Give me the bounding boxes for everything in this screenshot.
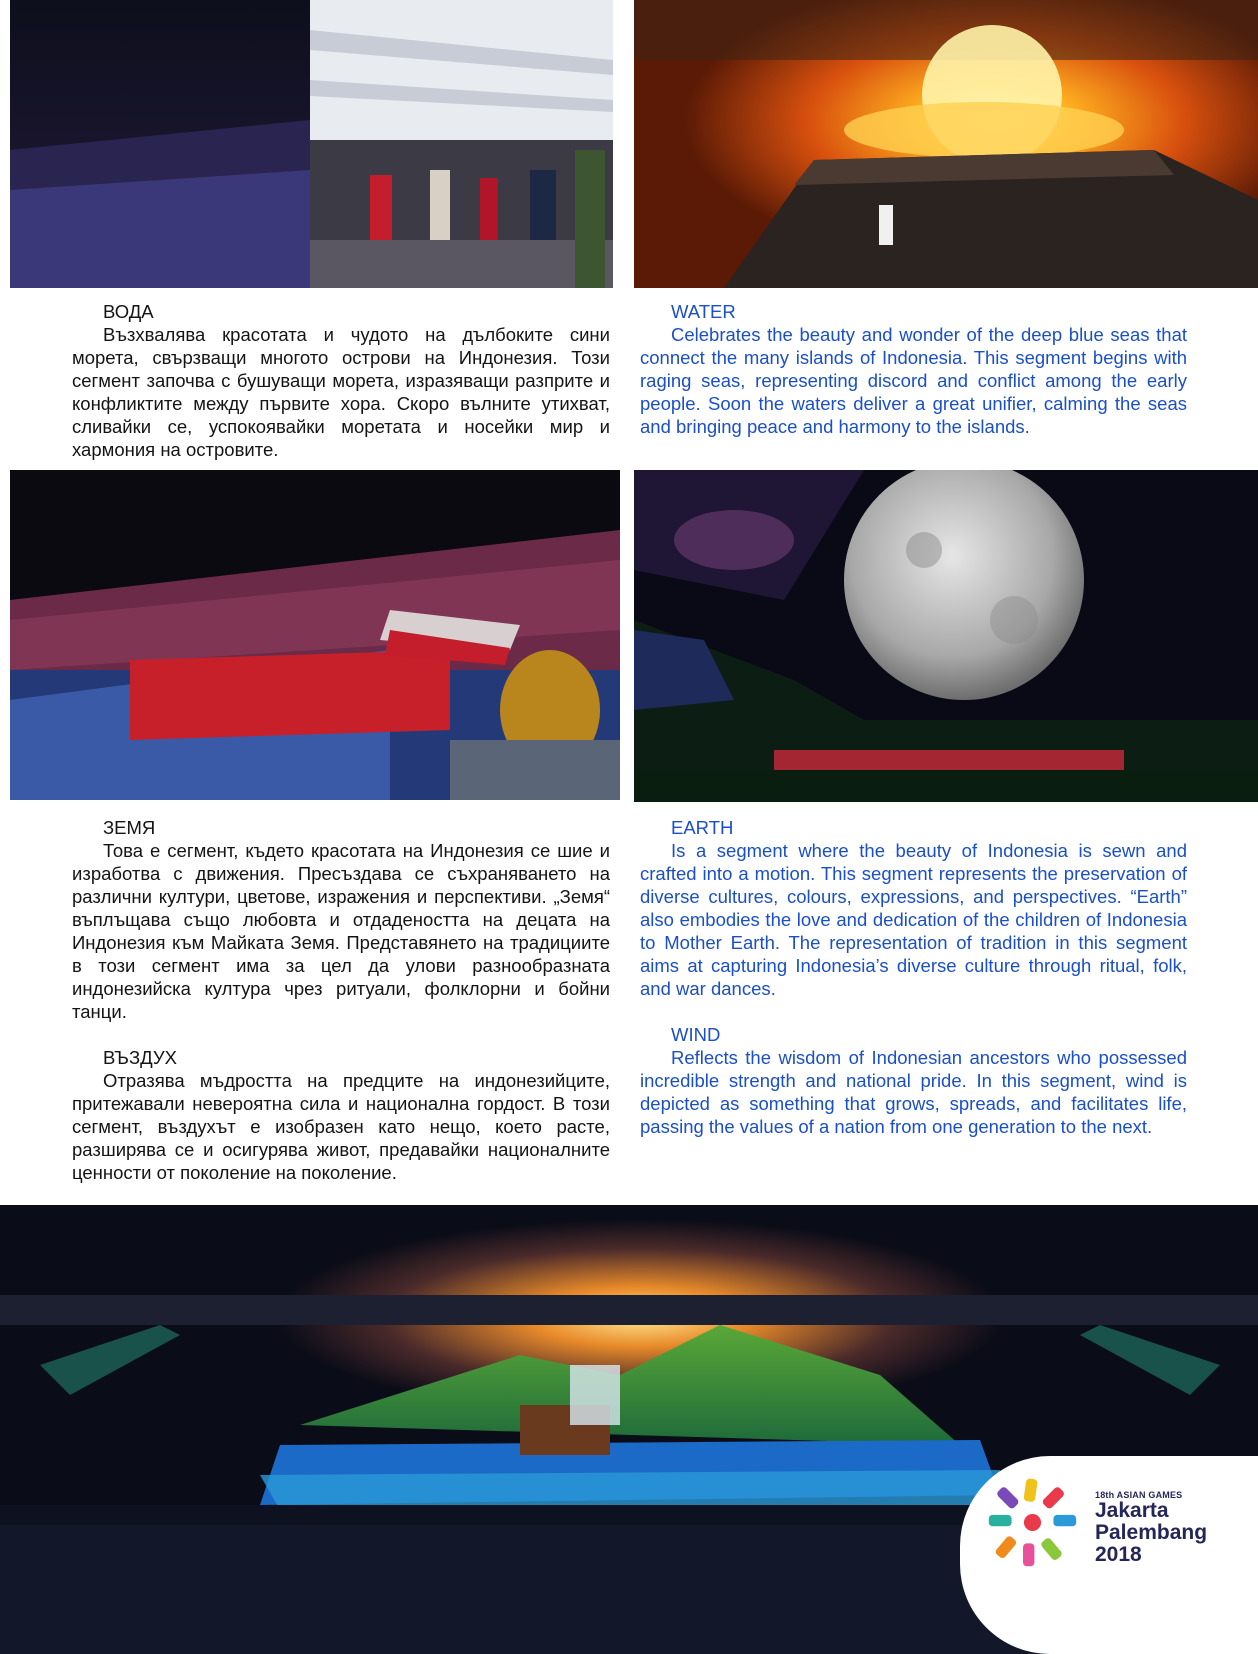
earth-en-title: EARTH <box>671 817 734 838</box>
water-bg-body: Възхвалява красотата и чудото на дълбоките сини морета, свързващи многото острови на Индонезия. Този сегмент започва с бушуващи морета, изразяващи разприте и конфликтите между първите хора. Скоро вълните утихват, сливайки се, успокоявайки моретата и носейки мир и хармония на островите. <box>72 324 610 460</box>
asian-games-logo-text <box>1095 1490 1207 1566</box>
earth-en-body: Is a segment where the beauty of Indonesia is sewn and crafted into a motion. This segment represents the preservation of diverse cultures, colours, expressions, and perspectives. “Earth” also embodies the love and dedication of the children of Indonesia to Mother Earth. The representation of tradition in this segment aims at capturing Indonesia’s diverse culture through ritual, folk, and war dances. <box>640 840 1187 999</box>
photo-moon-dance <box>634 470 1258 802</box>
water-en-body: Celebrates the beauty and wonder of the deep blue seas that connect the many islands of Indonesia. This segment begins with raging seas, representing discord and conflict among the early people. Soon the waters deliver a great unifier, calming the seas and bringing peace and harmony to the islands. <box>640 324 1187 437</box>
wind-bg-title: ВЪЗДУХ <box>103 1047 177 1068</box>
logo-city-1: Jakarta <box>1095 1499 1169 1522</box>
photo-stadium-vip-box <box>10 0 613 288</box>
water-bg-title: ВОДА <box>103 301 154 322</box>
water-bg-block <box>72 300 610 461</box>
logo-year: 2018 <box>1095 1543 1142 1566</box>
earth-en-block <box>640 816 1187 1000</box>
logo-city-2: Palembang <box>1095 1521 1208 1544</box>
earth-bg-block <box>72 816 610 1023</box>
water-en-block <box>640 300 1187 438</box>
wind-en-body: Reflects the wisdom of Indonesian ancestors who possessed incredible strength and national pride. In this segment, wind is depicted as something that grows, spreads, and facilitates life, passing the values of a nation from one generation to the next. <box>640 1047 1187 1137</box>
earth-bg-body: Това е сегмент, където красотата на Индонезия се шие и изработва с движения. Пресъздава се съхраняването на различни култури, цветове, изражения и перспективи. „Земя“ въплъщава също любовта и отдадеността на децата на Индонезия към Майката Земя. Представянето на традициите в този сегмент има за цел да улови разнообразната индонезийска култура чрез ритуали, фолклорни и бойни танци. <box>72 840 610 1022</box>
photo-athletes-parade <box>10 470 620 800</box>
photo-fire-volcano <box>634 0 1258 288</box>
logo-event-name: 18th ASIAN GAMES <box>1095 1490 1183 1500</box>
asian-games-logo-emblem <box>985 1475 1080 1570</box>
wind-bg-body: Отразява мъдростта на предците на индонезийците, притежавали невероятна сила и национална гордост. В този сегмент, въздухът е изобразен като нещо, което расте, разширява се и осигурява живот, предавайки националните ценности от поколение на поколение. <box>72 1070 610 1183</box>
water-en-title: WATER <box>671 301 736 322</box>
wind-bg-block <box>72 1046 610 1184</box>
wind-en-block <box>640 1023 1187 1138</box>
earth-bg-title: ЗЕМЯ <box>103 817 156 838</box>
wind-en-title: WIND <box>671 1024 721 1045</box>
